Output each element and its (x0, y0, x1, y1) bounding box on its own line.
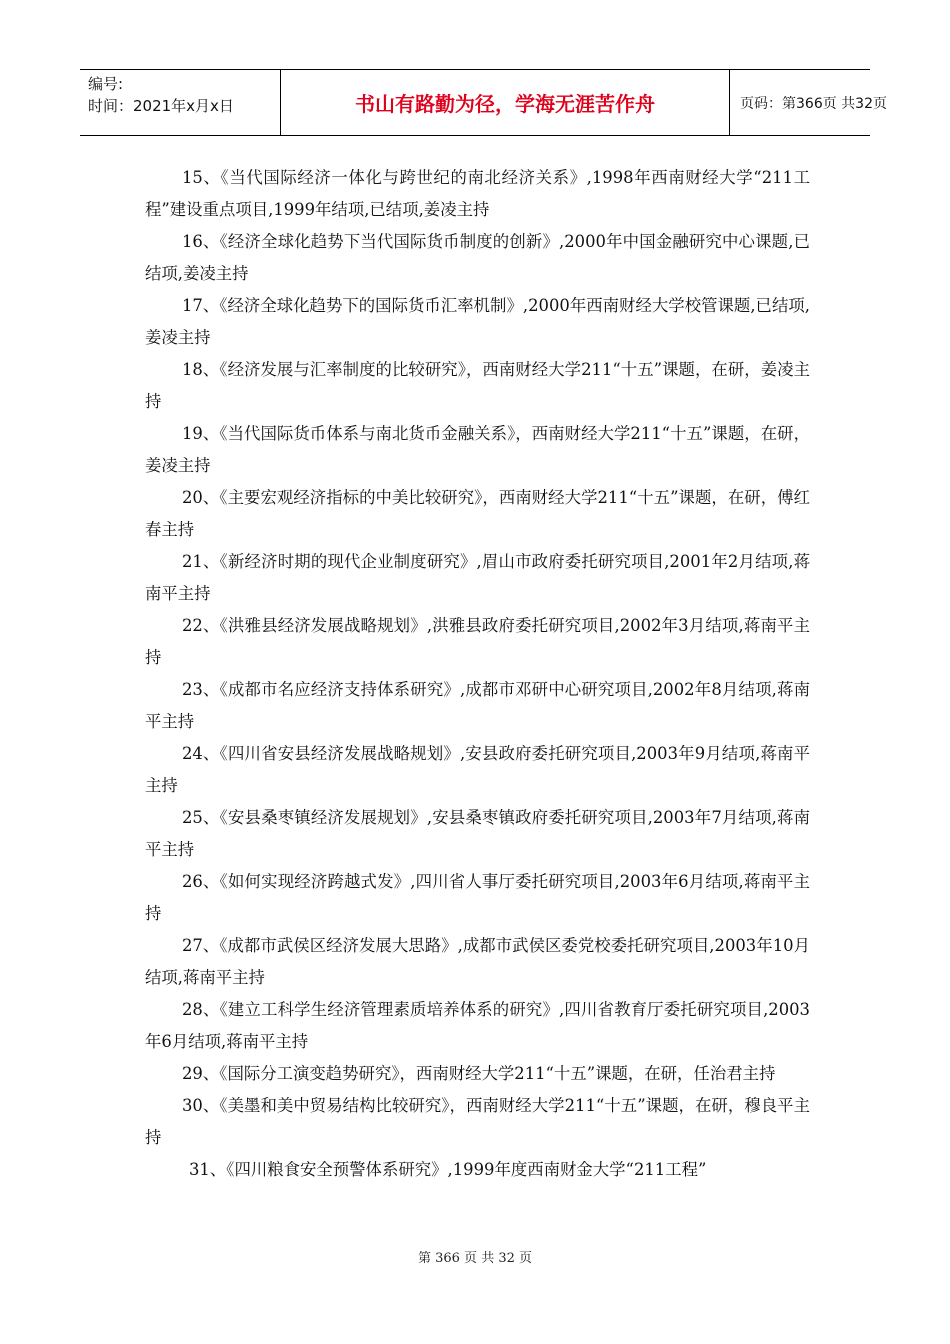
list-item: 22、《洪雅县经济发展战略规划》,洪雅县政府委托研究项目,2002年3月结项,蒋南平主持 (145, 616, 810, 667)
list-item: 17、《经济全球化趋势下的国际货币汇率机制》,2000年西南财经大学校管课题,已结项,姜凌主持 (145, 296, 810, 347)
list-item: 28、《建立工科学生经济管理素质培养体系的研究》,四川省教育厅委托研究项目,2003年6月结项,蒋南平主持 (145, 1000, 810, 1051)
list-item: 15、《当代国际经济一体化与跨世纪的南北经济关系》,1998年西南财经大学“211工程”建设重点项目,1999年结项,已结项,姜凌主持 (145, 168, 810, 219)
list-item: 19、《当代国际货币体系与南北货币金融关系》，西南财经大学211“十五”课题，在研，姜凌主持 (145, 424, 810, 475)
document-time-label: 时间：2021年x月x日 (88, 97, 234, 115)
page-header (80, 69, 887, 136)
header-motto: 书山有路勤为径，学海无涯苦作舟 (280, 70, 730, 135)
list-item: 30、《美墨和美中贸易结构比较研究》，西南财经大学211“十五”课题，在研，穆良平主持 (145, 1096, 810, 1147)
list-item: 20、《主要宏观经济指标的中美比较研究》，西南财经大学211“十五”课题，在研，傅红春主持 (145, 488, 810, 539)
list-item: 21、《新经济时期的现代企业制度研究》,眉山市政府委托研究项目,2001年2月结项,蒋南平主持 (145, 552, 810, 603)
header-meta (80, 70, 280, 135)
header-page-code: 页码：第366页 共32页 (740, 95, 887, 112)
list-item: 23、《成都市名应经济支持体系研究》,成都市邓研中心研究项目,2002年8月结项,蒋南平主持 (145, 680, 810, 731)
list-item: 27、《成都市武侯区经济发展大思路》,成都市武侯区委党校委托研究项目,2003年10月结项,蒋南平主持 (145, 936, 810, 987)
list-item: 26、《如何实现经济跨越式发》,四川省人事厅委托研究项目,2003年6月结项,蒋南平主持 (145, 872, 810, 923)
list-item: 18、《经济发展与汇率制度的比较研究》，西南财经大学211“十五”课题，在研，姜凌主持 (145, 360, 810, 411)
list-item: 29、《国际分工演变趋势研究》，西南财经大学211“十五”课题，在研，任治君主持 (182, 1064, 776, 1083)
list-item: 16、《经济全球化趋势下当代国际货币制度的创新》,2000年中国金融研究中心课题,已结项,姜凌主持 (145, 232, 810, 283)
list-item: 24、《四川省安县经济发展战略规划》,安县政府委托研究项目,2003年9月结项,蒋南平主持 (145, 744, 810, 795)
document-body (145, 162, 810, 1186)
page-footer: 第 366 页 共 32 页 (417, 1251, 533, 1266)
list-item: 25、《安县桑枣镇经济发展规划》,安县桑枣镇政府委托研究项目,2003年7月结项,蒋南平主持 (145, 808, 810, 859)
list-item: 31、《四川粮食安全预警体系研究》,1999年度西南财金大学“211工程” (189, 1160, 707, 1179)
document-number-label: 编号: (88, 75, 124, 93)
